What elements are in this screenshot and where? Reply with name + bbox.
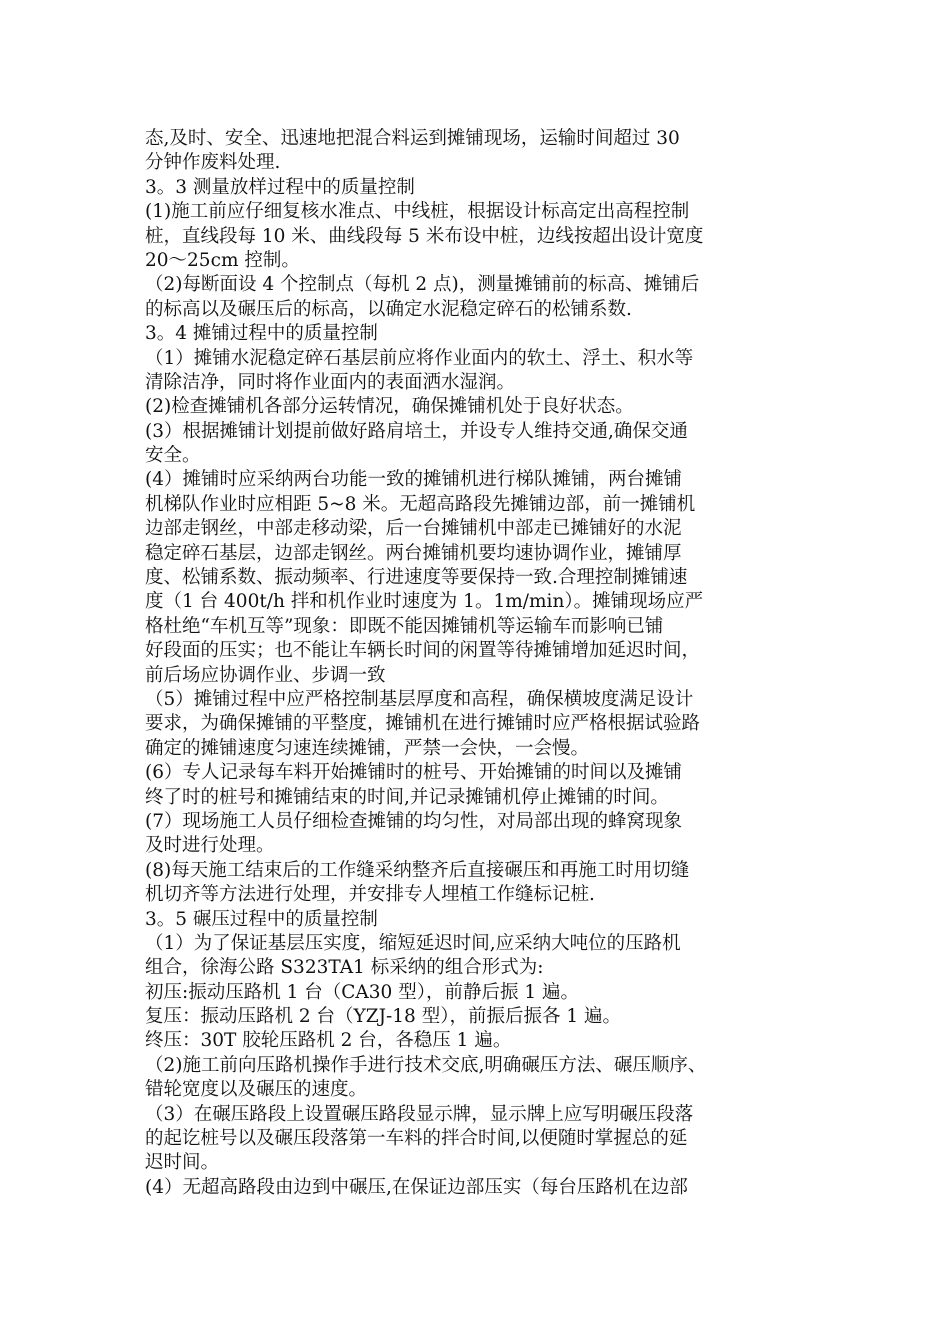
text-line: 分钟作废料处理. (145, 152, 281, 174)
text-line: (2)检查摊铺机各部分运转情况，确保摊铺机处于良好状态。 (145, 396, 634, 418)
text-line: (1)施工前应仔细复核水准点、中线桩，根据设计标高定出高程控制 (145, 201, 690, 223)
text-line: 迟时间。 (145, 1152, 220, 1174)
text-line: (8)每天施工结束后的工作缝采纳整齐后直接碾压和再施工时用切缝 (145, 859, 690, 881)
text-line: (3）根据摊铺计划提前做好路肩培土，并设专人维持交通,确保交通 (145, 420, 688, 442)
text-line: 错轮宽度以及碾压的速度。 (145, 1079, 368, 1101)
text-line: 初压:振动压路机 1 台（CA30 型），前静后振 1 遍。 (145, 981, 579, 1003)
text-line: （1）为了保证基层压实度，缩短延迟时间,应采纳大吨位的压路机 (145, 932, 681, 954)
text-line: （2)每断面设 4 个控制点（每机 2 点)，测量摊铺前的标高、摊铺后 (145, 274, 700, 296)
text-line: 好段面的压实；也不能让车辆长时间的闲置等待摊铺增加延迟时间， (145, 640, 701, 662)
text-line: 复压：振动压路机 2 台（YZJ-18 型），前振后振各 1 遍。 (145, 1006, 621, 1028)
document-body (145, 127, 813, 1200)
section-heading: 3。3 测量放样过程中的质量控制 (145, 176, 415, 198)
section-heading: 3。5 碾压过程中的质量控制 (145, 908, 378, 930)
text-line: 终了时的桩号和摊铺结束的时间,并记录摊铺机停止摊铺的时间。 (145, 786, 669, 808)
text-line: 20～25cm 控制。 (145, 249, 300, 271)
text-line: 组合，徐海公路 S323TA1 标采纳的组合形式为: (145, 957, 544, 979)
text-line: 边部走钢丝，中部走移动梁，后一台摊铺机中部走已摊铺好的水泥 (145, 518, 682, 540)
text-line: 的起讫桩号以及碾压段落第一车料的拌合时间,以便随时掌握总的延 (145, 1128, 688, 1150)
text-line: 要求，为确保摊铺的平整度，摊铺机在进行摊铺时应严格根据试验路 (145, 713, 701, 735)
text-line: 度（1 台 400t/h 拌和机作业时速度为 1。1m/min）。摊铺现场应严 (145, 591, 704, 613)
text-line: 稳定碎石基层，边部走钢丝。两台摊铺机要均速协调作业，摊铺厚 (145, 542, 682, 564)
text-line: 度、松铺系数、振动频率、行进速度等要保持一致.合理控制摊铺速 (145, 567, 688, 589)
text-line: 态,及时、安全、迅速地把混合料运到摊铺现场，运输时间超过 30 (145, 128, 680, 149)
text-line: 的标高以及碾压后的标高，以确定水泥稳定碎石的松铺系数. (145, 298, 632, 320)
text-line: 格杜绝“车机互等”现象：即既不能因摊铺机等运输车而影响已铺 (145, 615, 664, 637)
text-line: 机切齐等方法进行处理，并安排专人埋植工作缝标记桩. (145, 884, 595, 906)
text-line: 机梯队作业时应相距 5~8 米。无超高路段先摊铺边部，前一摊铺机 (145, 493, 696, 515)
text-line: 终压：30T 胶轮压路机 2 台，各稳压 1 遍。 (145, 1030, 512, 1052)
section-heading: 3。4 摊铺过程中的质量控制 (145, 323, 378, 345)
text-line: 前后场应协调作业、步调一致 (145, 664, 386, 686)
text-line: (6）专人记录每车料开始摊铺时的桩号、开始摊铺的时间以及摊铺 (145, 762, 682, 784)
text-line: 安全。 (145, 445, 201, 467)
text-line: 清除洁净，同时将作业面内的表面洒水湿润。 (145, 371, 516, 393)
text-line: (4）摊铺时应采纳两台功能一致的摊铺机进行梯队摊铺，两台摊铺 (145, 469, 682, 491)
text-line: 桩，直线段每 10 米、曲线段每 5 米布设中桩，边线按超出设计宽度 (145, 225, 704, 247)
text-line: （1）摊铺水泥稳定碎石基层前应将作业面内的软土、浮土、积水等 (145, 347, 694, 369)
text-line: 及时进行处理。 (145, 835, 275, 857)
text-line: (4）无超高路段由边到中碾压,在保证边部压实（每台压路机在边部 (145, 1176, 688, 1198)
text-line: （5）摊铺过程中应严格控制基层厚度和高程，确保横坡度满足设计 (145, 688, 694, 710)
text-line: （2)施工前向压路机操作手进行技术交底,明确碾压方法、碾压顺序、 (145, 1054, 707, 1076)
text-line: 确定的摊铺速度匀速连续摊铺，严禁一会快，一会慢。 (145, 737, 590, 759)
text-line: (7）现场施工人员仔细检查摊铺的均匀性，对局部出现的蜂窝现象 (145, 810, 682, 832)
text-line: （3）在碾压路段上设置碾压路段显示牌，显示牌上应写明碾压段落 (145, 1103, 694, 1125)
